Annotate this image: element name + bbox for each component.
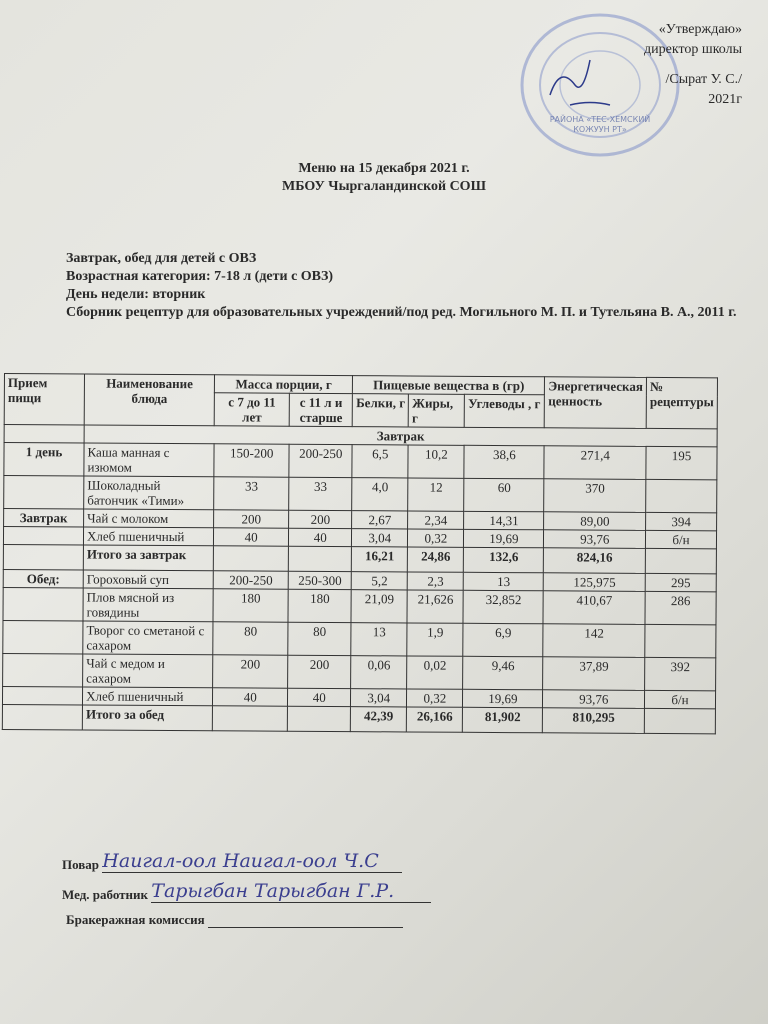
mass-11-plus-cell: 250-300: [288, 571, 351, 589]
commission-line: [208, 913, 403, 928]
lunch-total-row: [2, 704, 715, 733]
header-nutrients: Пищевые вещества в (гр): [353, 376, 545, 395]
mass-11-plus-cell: 40: [288, 688, 351, 706]
header-energy: Энергетическая ценность: [545, 377, 647, 429]
dish-cell: Шоколадный батончик «Тими»: [84, 476, 214, 510]
mass-11-plus-cell: 200: [288, 655, 351, 688]
breakfast-rows: [3, 443, 717, 549]
fat-cell: 2,34: [408, 511, 464, 529]
dish-cell: Каша манная с изюмом: [84, 443, 214, 477]
mass-11-plus-cell: 200-250: [289, 444, 352, 477]
med-sign: Тарыгбан Тарыгбан Г.Р.: [151, 880, 431, 903]
menu-row: [4, 476, 717, 513]
protein-cell: 5,2: [351, 572, 407, 590]
total-energy: 824,16: [544, 548, 646, 574]
carbs-cell: 19,69: [464, 529, 544, 547]
total-carbs: 132,6: [464, 547, 544, 572]
recipe-cell: 295: [645, 573, 716, 591]
info-meal-type: Завтрак, обед для детей с ОВЗ: [66, 251, 257, 266]
energy-cell: 370: [544, 479, 646, 513]
total-carbs: 81,902: [463, 707, 543, 732]
cook-sign: Наигал-оол Наигал-оол Ч.С: [102, 850, 402, 873]
mass-7-11-cell: 150-200: [214, 444, 289, 477]
dish-cell: Чай с молоком: [84, 509, 214, 528]
menu-row: [3, 620, 716, 657]
total-fat: 26,166: [407, 707, 463, 732]
protein-cell: 13: [351, 623, 407, 656]
mass-7-11-cell: 80: [213, 622, 288, 655]
protein-cell: 4,0: [352, 478, 408, 511]
fat-cell: 0,02: [407, 656, 463, 689]
menu-info: [66, 250, 746, 322]
header-mass-7-11: с 7 до 11 лет: [214, 393, 289, 426]
carbs-cell: 6,9: [463, 623, 543, 656]
header-protein: Белки, г: [352, 394, 408, 427]
dish-cell: Творог со сметаной с сахаром: [83, 621, 213, 655]
total-protein: 42,39: [351, 707, 407, 732]
meal-cell: [3, 653, 83, 686]
menu-row: [3, 587, 716, 624]
protein-cell: 3,04: [352, 529, 408, 547]
info-age: Возрастная категория: 7-18 л (дети с ОВЗ): [66, 269, 334, 284]
fat-cell: 1,9: [407, 623, 463, 656]
total-label: Итого за обед: [82, 705, 212, 731]
dish-cell: Чай с медом и сахаром: [83, 654, 213, 688]
menu-date-title: Меню на 15 декабря 2021 г.: [298, 161, 470, 176]
carbs-cell: 32,852: [463, 590, 543, 623]
mass-11-plus-cell: 180: [288, 589, 351, 622]
fat-cell: 10,2: [408, 445, 464, 478]
total-label: Итого за завтрак: [83, 545, 213, 571]
carbs-cell: 38,6: [464, 445, 544, 478]
fat-cell: 2,3: [408, 572, 464, 590]
approval-title: «Утверждаю»: [658, 22, 742, 37]
approval-block: [644, 20, 742, 110]
total-fat: 24,86: [408, 547, 464, 572]
recipe-cell: 394: [646, 512, 717, 530]
fat-cell: 0,32: [407, 689, 463, 707]
mass-7-11-cell: 40: [214, 528, 289, 546]
energy-cell: 93,76: [544, 530, 646, 549]
approval-position: директор школы: [644, 42, 742, 57]
dish-cell: Гороховый суп: [83, 570, 213, 589]
info-source: Сборник рецептур для образовательных учреждений/под ред. Могильного М. П. и Тутельяна В. А., 2011 г.: [66, 305, 737, 320]
recipe-cell: [646, 479, 717, 512]
meal-cell: [3, 620, 83, 653]
recipe-cell: 286: [645, 591, 716, 624]
recipe-cell: 392: [645, 657, 716, 690]
svg-text:КОЖУУН РТ»: КОЖУУН РТ»: [573, 125, 627, 134]
mass-7-11-cell: 180: [213, 589, 288, 622]
carbs-cell: 9,46: [463, 656, 543, 689]
mass-7-11-cell: 200-250: [213, 571, 288, 589]
meal-cell: [3, 587, 83, 620]
med-signature: [62, 880, 431, 903]
meal-cell: Завтрак: [4, 509, 84, 527]
total-protein: 16,21: [352, 547, 408, 572]
recipe-cell: б/н: [645, 690, 716, 708]
fat-cell: 21,626: [407, 590, 463, 623]
energy-cell: 125,975: [544, 573, 646, 592]
carbs-cell: 60: [464, 478, 544, 511]
recipe-cell: б/н: [646, 530, 717, 548]
cook-signature: [62, 850, 402, 873]
header-recipe: № рецептуры: [646, 377, 717, 428]
header-row: [4, 374, 717, 396]
mass-11-plus-cell: 40: [289, 528, 352, 546]
approval-name: /Сырат У. С./: [665, 72, 742, 87]
recipe-cell: [645, 624, 716, 657]
info-weekday: День недели: вторник: [66, 287, 206, 302]
approval-year: 2021г: [708, 92, 742, 107]
protein-cell: 3,04: [351, 689, 407, 707]
header-fat: Жиры, г: [409, 394, 465, 427]
energy-cell: 37,89: [543, 657, 645, 691]
protein-cell: 21,09: [351, 590, 407, 623]
energy-cell: 142: [543, 624, 645, 658]
mass-7-11-cell: 200: [214, 510, 289, 528]
section-label-breakfast: Завтрак: [84, 425, 717, 447]
protein-cell: 2,67: [352, 511, 408, 529]
school-name: МБОУ Чыргаландинской СОШ: [282, 179, 486, 194]
commission-label: Бракеражная комиссия: [66, 912, 205, 927]
energy-cell: 89,00: [544, 512, 646, 531]
header-dish: Наименование блюда: [84, 374, 214, 426]
energy-cell: 410,67: [543, 591, 645, 625]
commission-signature: [66, 912, 403, 928]
protein-cell: 6,5: [352, 445, 408, 478]
dish-cell: Хлеб пшеничный: [83, 687, 213, 706]
recipe-cell: 195: [646, 446, 717, 479]
meal-cell: [3, 527, 83, 545]
total-energy: 810,295: [543, 708, 645, 734]
protein-cell: 0,06: [351, 656, 407, 689]
mass-11-plus-cell: 33: [289, 477, 352, 510]
header-mass-11-plus: с 11 л и старше: [289, 393, 352, 426]
menu-table: [2, 373, 718, 734]
meal-cell: [2, 686, 82, 704]
stamp-text: РАЙОНА «ТЕС-ХЕМСКИЙ: [549, 115, 651, 124]
cook-label: Повар: [62, 857, 100, 872]
header-meal: Прием пищи: [4, 374, 84, 425]
page-title: [0, 160, 768, 196]
mass-7-11-cell: 200: [213, 655, 288, 688]
mass-7-11-cell: 33: [214, 477, 289, 510]
carbs-cell: 14,31: [464, 511, 544, 529]
energy-cell: 271,4: [544, 446, 646, 480]
mass-11-plus-cell: 80: [288, 622, 351, 655]
header-mass: Масса порции, г: [215, 375, 353, 394]
meal-cell: 1 день: [4, 443, 84, 476]
med-label: Мед. работник: [62, 887, 149, 902]
meal-cell: Обед:: [3, 569, 83, 587]
header-carbs: Углеводы , г: [465, 394, 545, 427]
dish-cell: Плов мясной из говядины: [83, 588, 213, 622]
fat-cell: 12: [408, 478, 464, 511]
lunch-rows: [2, 569, 716, 708]
dish-cell: Хлеб пшеничный: [84, 527, 214, 546]
menu-row: [4, 443, 717, 480]
mass-7-11-cell: 40: [213, 688, 288, 706]
energy-cell: 93,76: [543, 690, 645, 709]
fat-cell: 0,32: [408, 529, 464, 547]
meal-cell: [4, 476, 84, 509]
carbs-cell: 19,69: [463, 689, 543, 707]
carbs-cell: 13: [464, 572, 544, 590]
menu-row: [3, 653, 716, 690]
mass-11-plus-cell: 200: [289, 510, 352, 528]
